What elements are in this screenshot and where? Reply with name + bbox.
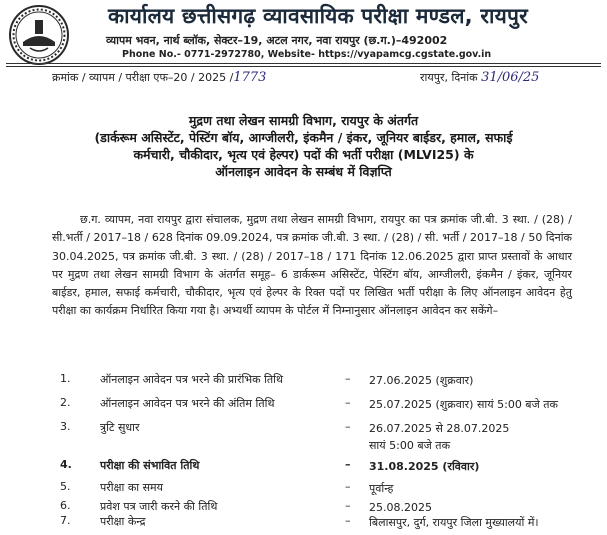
row-value: 31.08.2025 (रविवार) xyxy=(369,460,480,473)
schedule-row xyxy=(60,372,590,390)
header-divider xyxy=(6,63,601,64)
header-divider-thin xyxy=(6,66,601,67)
row-label: परीक्षा की संभावित तिथि xyxy=(100,459,200,472)
schedule-row xyxy=(60,514,590,532)
body-paragraph: छ.ग. व्यापम, नवा रायपुर द्वारा संचालक, मुद्रण तथा लेखन सामग्री विभाग, रायपुर का पत्र क्रमांक जी.बी. 3 स्था. / (28) / सी.भर्ती / 2017–18 / 628 दिनांक 09.09.2024, पत्र क्रमांक जी.बी. 3 स्था. / (28) / सी. भर्ती / 2017–18 / 50 दिनांक 30.04.2025, पत्र क्रमांक जी.बी. 3 स्था. / (28) / 2017–18 / 171 दिनांक 12.06.2025 द्वारा प्राप्त प्रस्तावों के आधार पर मुद्रण तथा लेखन सामग्री विभाग के अंतर्गत समूह– 6 डार्करूम असिस्टेंट, पेस्टिंग बॉय, आग्जीलरी, इंकमैन / इंकर, जूनियर बाईडर, हमाल, सफाई कर्मचारी, चौकीदार, भृत्य एवं हेल्पर के रिक्त पदों पर लिखित भर्ती परीक्षा के लिए ऑनलाइन आवेदन हेतु परीक्षा का कार्यक्रम निर्धारित किया गया है। अभ्यर्थी व्यापम के पोर्टल में निम्नानुसार ऑनलाइन आवेदन कर सकेंगे– xyxy=(52,213,572,318)
row-dash: – xyxy=(345,480,351,493)
reference-number xyxy=(52,70,266,85)
row-label: परीक्षा का समय xyxy=(100,481,164,494)
schedule-row xyxy=(60,458,590,476)
row-label: प्रवेश पत्र जारी करने की तिथि xyxy=(100,500,218,513)
row-value xyxy=(369,420,509,454)
row-dash: – xyxy=(345,396,351,409)
office-address: व्यापम भवन, नार्थ ब्लॉक, सेक्टर–19, अटल नगर, नवा रायपुर (छ.ग.)–492002 xyxy=(106,34,448,47)
row-value: 25.07.2025 (शुक्रवार) सायं 5:00 बजे तक xyxy=(369,398,558,411)
row-number: 3. xyxy=(60,420,71,433)
notice-body xyxy=(52,211,572,321)
row-value: 27.06.2025 (शुक्रवार) xyxy=(369,374,474,387)
row-value: पूर्वान्ह xyxy=(369,482,394,495)
reference-date xyxy=(420,70,539,85)
schedule-row xyxy=(60,396,590,414)
row-label: ऑनलाइन आवेदन पत्र भरने की अंतिम तिथि xyxy=(100,397,275,410)
row-label: त्रुटि सुधार xyxy=(100,421,140,434)
row-dash: – xyxy=(345,499,351,512)
date-handwritten: 31/06/25 xyxy=(481,70,540,85)
office-contact: Phone No.- 0771-2972780, Website- https://vyapamcg.cgstate.gov.in xyxy=(122,49,492,60)
subject-line-4: ऑनलाइन आवेदन के सम्बंध में विज्ञप्ति xyxy=(215,164,392,179)
row-value-line2: सायं 5:00 बजे तक xyxy=(369,439,451,452)
subject-line-3: कर्मचारी, चौकीदार, भृत्य एवं हेल्पर) पदों की भर्ती परीक्षा (MLVI25) के xyxy=(133,147,474,162)
row-number: 1. xyxy=(60,372,71,385)
row-number: 5. xyxy=(60,480,71,493)
subject-line-2: (डार्करूम असिस्टेंट, पेस्टिंग बॉय, आग्जीलरी, इंकमैन / इंकर, जूनियर बाईडर, हमाल, सफाई xyxy=(94,130,513,145)
row-number: 6. xyxy=(60,499,71,512)
row-label: ऑनलाइन आवेदन पत्र भरने की प्रारंभिक तिथि xyxy=(100,373,284,386)
notice-subject xyxy=(20,112,587,180)
row-dash: – xyxy=(345,420,351,433)
row-number: 4. xyxy=(60,458,72,471)
row-dash: – xyxy=(345,372,351,385)
vyapam-emblem xyxy=(8,4,70,66)
reference-prefix: क्रमांक / व्यापम / परीक्षा एफ–20 / 2025 / xyxy=(52,71,234,84)
row-number: 7. xyxy=(60,514,71,527)
office-title: कार्यालय छत्तीसगढ़ व्यावसायिक परीक्षा मण्डल, रायपुर xyxy=(108,4,528,28)
row-dash: – xyxy=(345,458,351,471)
row-dash: – xyxy=(345,514,351,527)
row-label: परीक्षा केन्द्र xyxy=(100,515,146,528)
schedule-row xyxy=(60,420,590,454)
reference-handwritten-number: 1773 xyxy=(233,70,267,85)
schedule-row xyxy=(60,480,590,498)
row-value: बिलासपुर, दुर्ग, रायपुर जिला मुख्यालयों में। xyxy=(369,516,539,529)
subject-line-1: मुद्रण तथा लेखन सामग्री विभाग, रायपुर के अंतर्गत xyxy=(188,113,419,128)
row-value: 25.08.2025 xyxy=(369,501,432,514)
row-value-line1: 26.07.2025 से 28.07.2025 xyxy=(369,422,510,435)
date-label: रायपुर, दिनांक xyxy=(420,71,478,84)
row-number: 2. xyxy=(60,396,71,409)
